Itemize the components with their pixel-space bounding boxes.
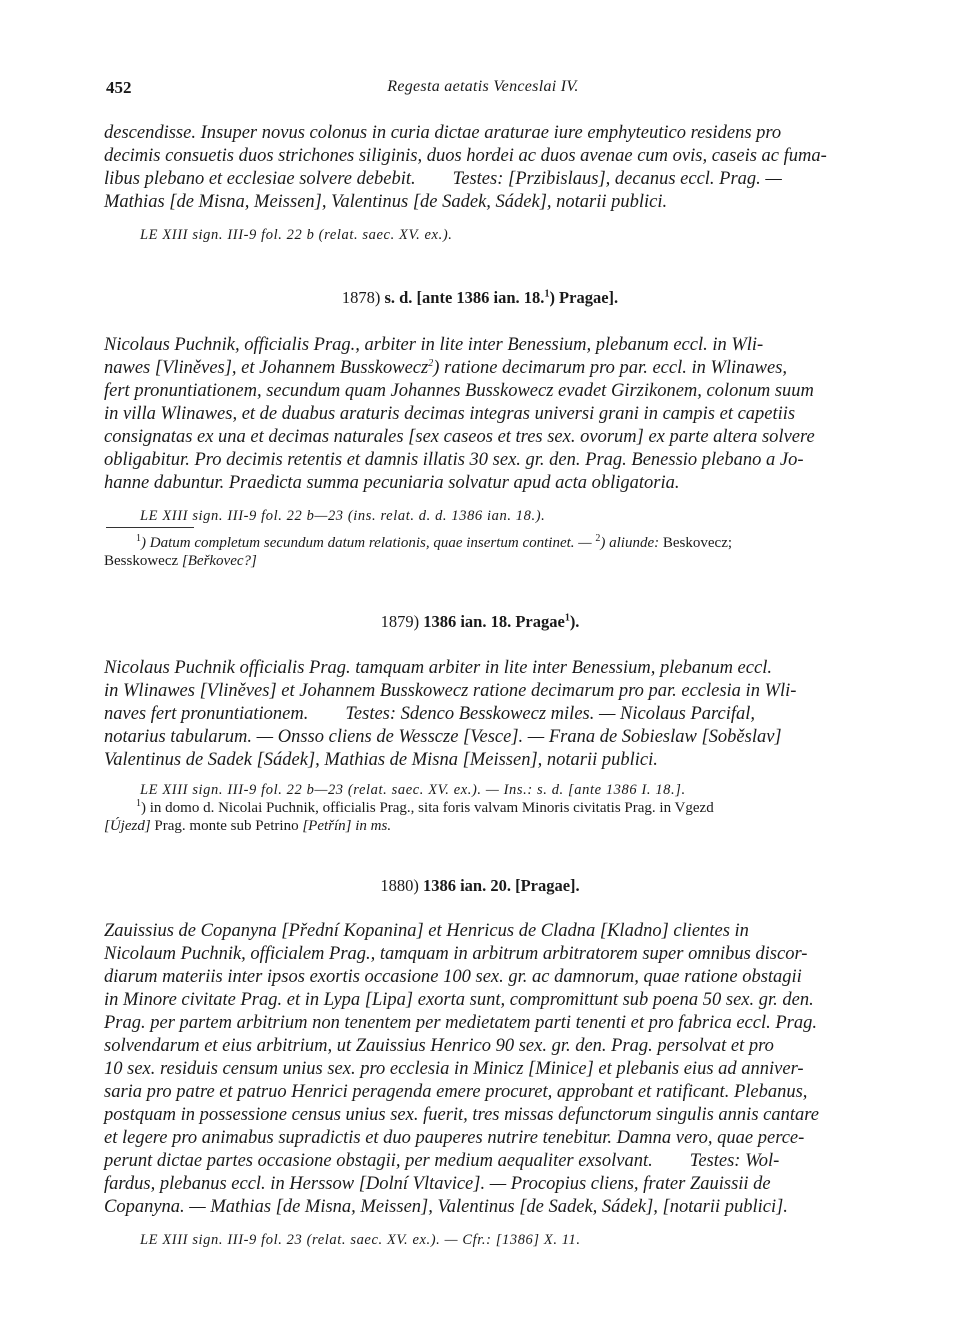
entry-text — [104, 920, 864, 1219]
text-line: Prag. per partem arbitrium non tenentem per medietatem parti tenenti et pro fabrica eccl. Prag. — [104, 1013, 817, 1033]
text-line: Copanyna. — Mathias [de Misna, Meissen], Valentinus [de Sadek, Sádek], [notarii publici]. — [104, 1197, 788, 1217]
text-line: consignatas ex una et decimas naturales [sex caseos et tres sex. ovorum] ex parte altera solvere — [104, 427, 815, 447]
entry-number: 1880) — [380, 876, 419, 895]
text-line: fert pronuntiationem, secundum quam Johannes Busskowecz evadet Girzikonem, colonum suum — [104, 381, 814, 401]
text-line: postquam in possessione census unius sex. fuerit, tres missas defunctorum singulis annis cantare — [104, 1105, 819, 1125]
text-line: Nicolaus Puchnik officialis Prag. tamquam arbiter in lite inter Benessium, plebanum eccl. — [104, 658, 772, 678]
footnotes-1878 — [104, 534, 864, 570]
text-line: in Minore civitate Prag. et in Lypa [Lipa] exorta sunt, compromittunt sub poena 50 sex. gr. den. — [104, 990, 814, 1010]
footnote-text: [Petřín] in ms. — [302, 818, 392, 834]
entry-heading-1879 — [0, 612, 960, 632]
text-line-part: nawes [Vliněves], et Johannem Busskowecz — [104, 358, 429, 378]
footnote-marker: 2 — [595, 533, 601, 544]
text-line: 10 sex. residuis censum unius sex. pro ecclesia in Minicz [Minice] et plebanis eius ad anniver- — [104, 1059, 804, 1079]
footnote-marker: 1 — [136, 533, 141, 544]
footnote-text: Prag. monte sub Petrino — [150, 818, 303, 834]
source-citation: LE XIII sign. III-9 fol. 22 b (relat. saec. XV. ex.). — [140, 227, 453, 243]
page-header — [106, 78, 860, 102]
footnote-text: [Beřkovec?] — [181, 553, 257, 569]
text-line: in Wlinawes [Vliněves] et Johannem Busskowecz ratione decimarum pro par. ecclesia in Wli- — [104, 681, 797, 701]
text-line: Mathias [de Misna, Meissen], Valentinus [de Sadek, Sádek], notarii publici. — [104, 192, 668, 212]
footnote-text: ) Datum completum secundum datum relationis, quae insertum continet. — — [141, 535, 596, 551]
footnote-marker: 1 — [564, 612, 570, 624]
entry-place: ) Pragae]. — [549, 288, 619, 307]
text-line: obligabitur. Pro decimis retentis et damnis illatis 30 sex. gr. den. Prag. Benessio plebano a Jo- — [104, 450, 804, 470]
footnote-text: Beskovecz; — [662, 535, 733, 551]
text-line — [104, 357, 864, 380]
continuation-text — [104, 122, 864, 214]
footnote-text: [Újezd] — [104, 818, 151, 834]
entry-body-1878 — [104, 334, 864, 525]
entry-tail: ). — [569, 612, 580, 631]
entry-body-1879 — [104, 657, 864, 835]
text-line: perunt dictae partes occasione obstagii, per medium aequaliter exsolvant. Testes: Wol- — [104, 1151, 780, 1171]
entry-text — [104, 657, 864, 772]
text-line: hanne dabuntur. Praedicta summa pecuniaria solvatur apud acta obligatoria. — [104, 473, 680, 493]
text-line-part: ) ratione decimarum pro par. eccl. in Wlinawes, — [433, 358, 788, 378]
text-line: saria pro patre et patruo Henrici peragenda emere procuret, approbant et ratificant. Plebanus, — [104, 1082, 808, 1102]
text-line: descendisse. Insuper novus colonus in curia dictae araturae iure emphyteutico residens pro — [104, 123, 782, 143]
text-line: in villa Wlinawes, et de duabus araturis decimas integras universi grani in campis et capetiis — [104, 404, 796, 424]
footnote — [104, 552, 864, 570]
entry-number: 1878) — [341, 288, 381, 307]
footnote-rule — [106, 527, 194, 528]
entry-date: 1386 ian. 20. [Pragae]. — [418, 876, 580, 895]
footnote — [104, 534, 864, 552]
entry-date: s. d. [ante 1386 ian. 18. — [380, 288, 545, 307]
source-citation: LE XIII sign. III-9 fol. 22 b—23 (relat. saec. XV. ex.). — Ins.: s. d. [ante 1386 I. 18.]. — [140, 782, 686, 798]
text-line: Valentinus de Sadek [Sádek], Mathias de Misna [Meissen], notarii publici. — [104, 750, 658, 770]
running-title: Regesta aetatis Venceslai IV. — [387, 78, 579, 95]
footnote — [104, 817, 864, 835]
continuation-block — [104, 122, 864, 244]
text-line: Nicolaum Puchnik, officialem Prag., tamquam in arbitrum arbitratorem super omnibus discor- — [104, 944, 808, 964]
footnote-label: ) aliunde: — [600, 535, 663, 551]
footnote-marker: 1 — [136, 798, 141, 809]
text-line: Nicolaus Puchnik, officialis Prag., arbiter in lite inter Benessium, plebanum eccl. in Wli- — [104, 335, 764, 355]
footnote-marker: 1 — [544, 288, 550, 300]
entry-number: 1879) — [380, 612, 420, 631]
text-line: et legere pro animabus supradictis et duo pauperes nutrire tenebitur. Damna vero, quae perce- — [104, 1128, 805, 1148]
footnote-text: ) in domo d. Nicolai Puchnik, officialis Prag., sita foris valvam Minoris civitatis Prag. in Vgezd — [141, 800, 714, 816]
source-citation: LE XIII sign. III-9 fol. 22 b—23 (ins. relat. d. d. 1386 ian. 18.). — [140, 508, 546, 524]
text-line: naves fert pronuntiationem. Testes: Sdenco Besskowecz miles. — Nicolaus Parcifal, — [104, 704, 756, 724]
entry-heading-1878 — [0, 288, 960, 308]
entry-date: 1386 ian. 18. Pragae — [419, 612, 565, 631]
footnote — [104, 799, 864, 817]
page-number: 452 — [106, 78, 132, 97]
footnote-text: Besskowecz — [104, 553, 182, 569]
entry-heading-1880 — [0, 876, 960, 896]
entry-body-1880 — [104, 920, 864, 1249]
entry-text — [104, 334, 864, 495]
text-line: diarum materiis inter ipsos exortis occasione 100 sex. gr. ac damnorum, quae ratione obstagii — [104, 967, 802, 987]
text-line: decimis consuetis duos strichones siliginis, duos hordei ac duos avenae cum ovis, caseis ac fuma- — [104, 146, 827, 166]
footnote-marker: 2 — [428, 357, 434, 369]
text-line: fardus, plebanus eccl. in Herssow [Dolní Vltavice]. — Procopius cliens, frater Zauissii de — [104, 1174, 771, 1194]
text-line: libus plebano et ecclesiae solvere debebit. Testes: [Przibislaus], decanus eccl. Prag. — — [104, 169, 782, 189]
text-line: solvendarum et eius arbitrium, ut Zauissius Henrico 90 sex. gr. den. Prag. persolvat et pro — [104, 1036, 774, 1056]
source-citation: LE XIII sign. III-9 fol. 23 (relat. saec. XV. ex.). — Cfr.: [1386] X. 11. — [140, 1232, 581, 1248]
text-line: notarius tabularum. — Onsso cliens de Wesscze [Vesce]. — Frana de Sobieslaw [Soběslav] — [104, 727, 782, 747]
text-line: Zauissius de Copanyna [Přední Kopanina] et Henricus de Cladna [Kladno] clientes in — [104, 921, 749, 941]
